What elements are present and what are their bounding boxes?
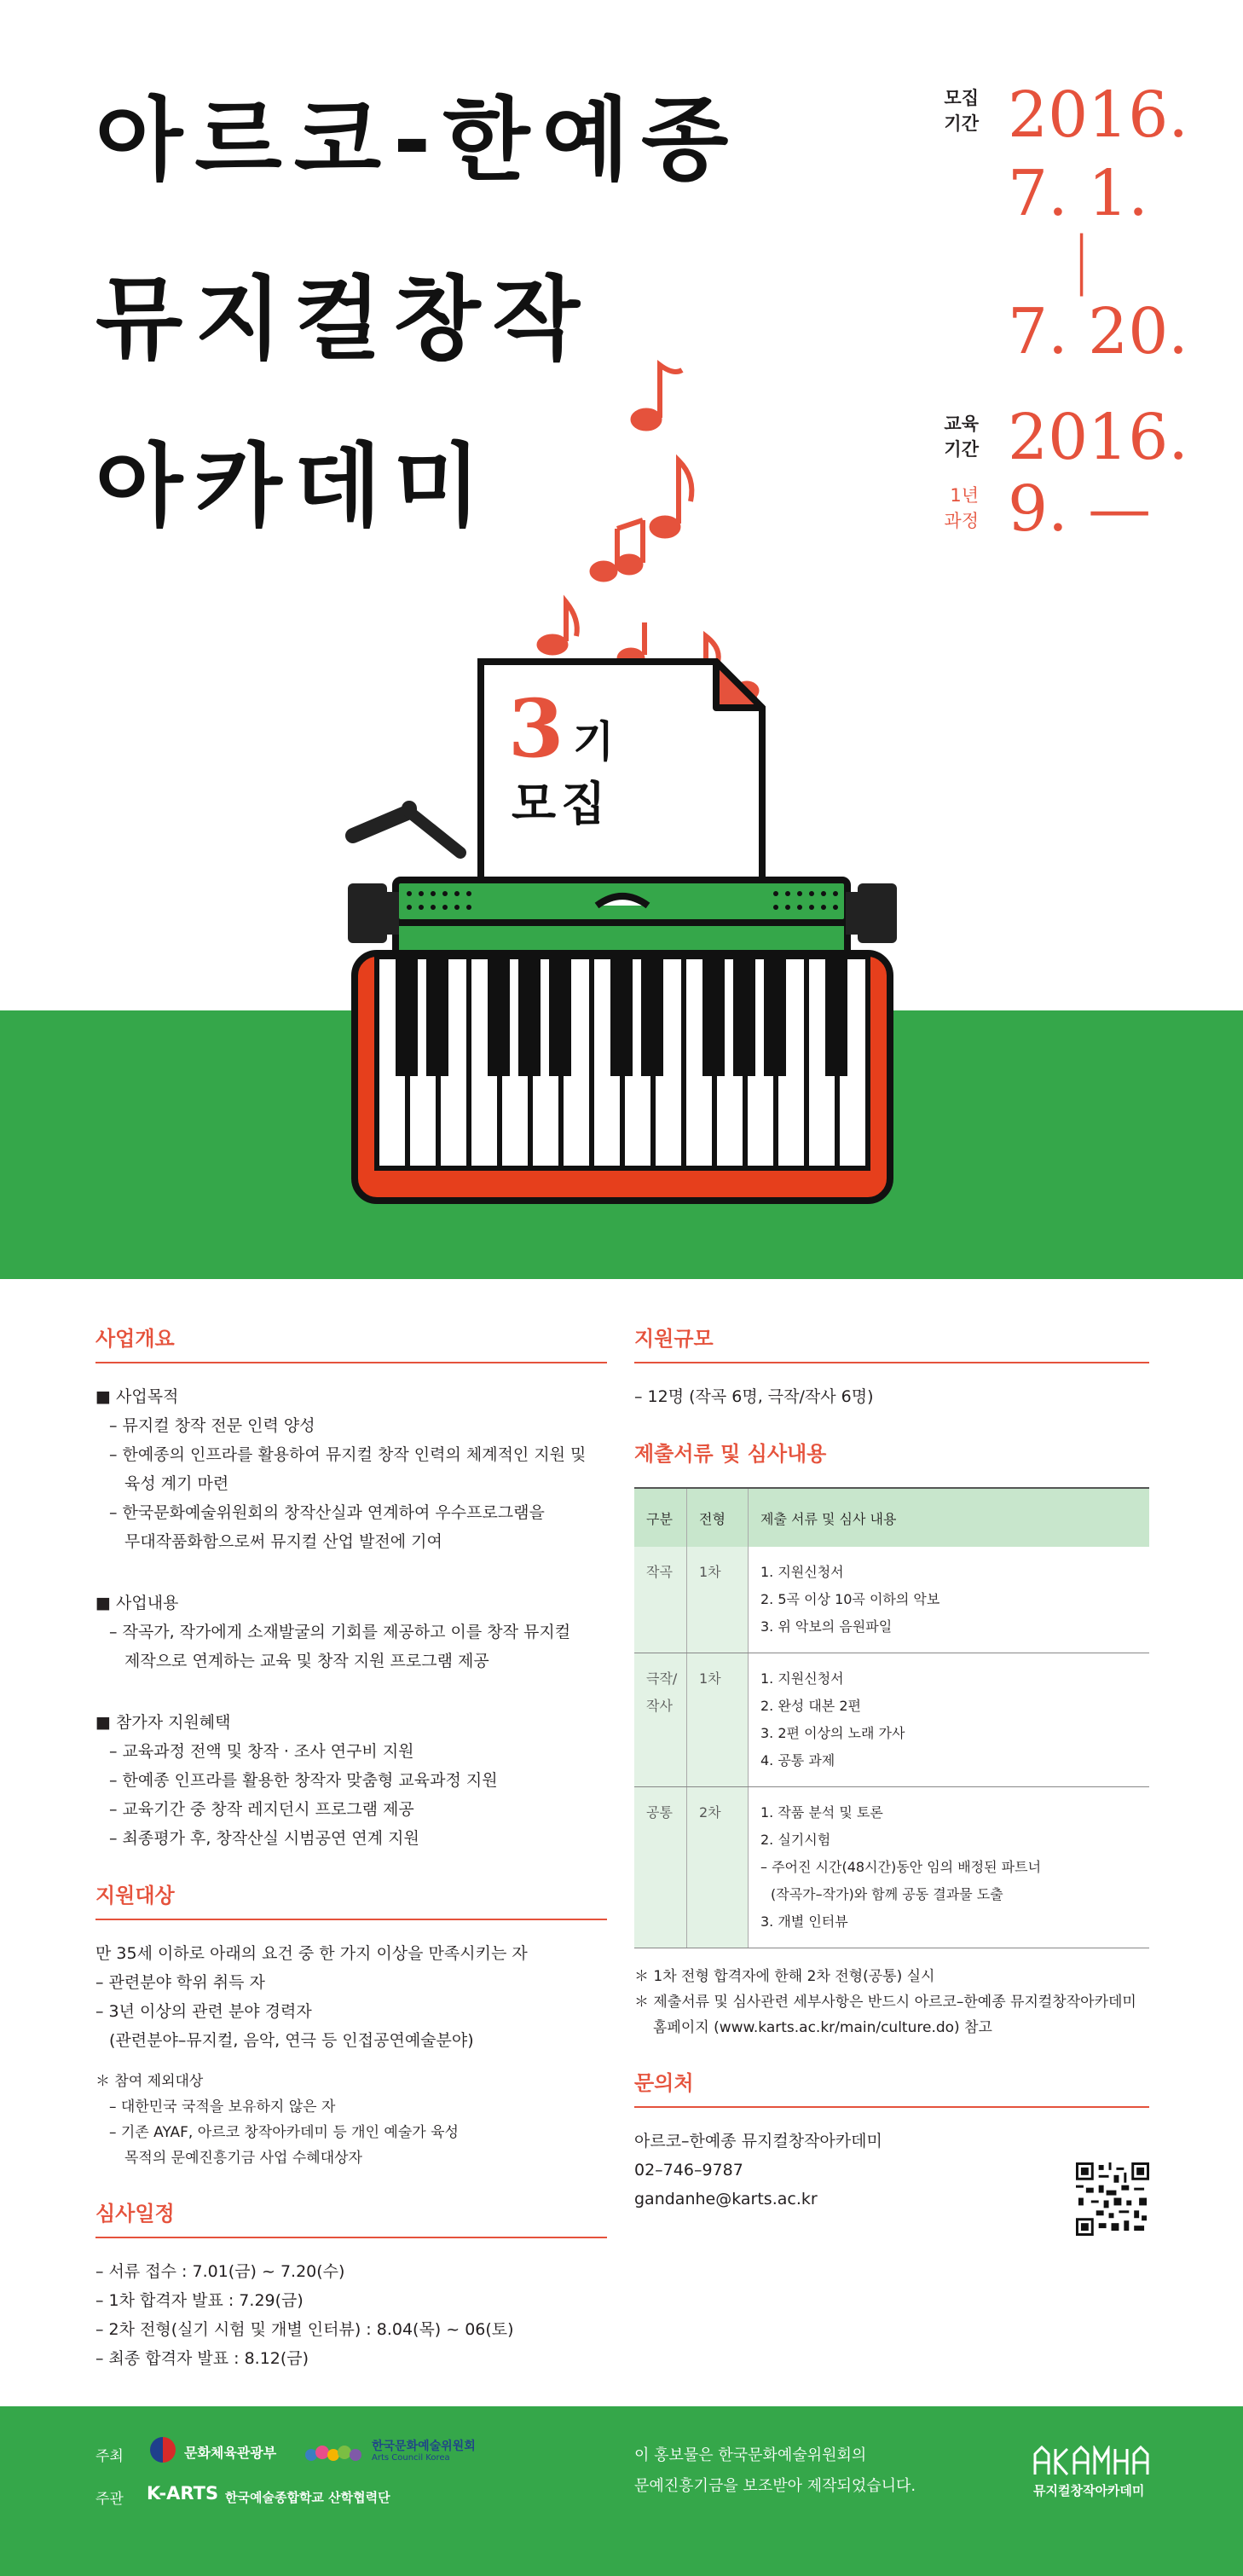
recruit-label-line-1: 모집 xyxy=(944,88,979,108)
paper-suffix: 기 xyxy=(573,717,615,767)
target-line: – 관련분야 학위 취득 자 xyxy=(95,1973,265,1992)
target-line: – 3년 이상의 관련 분야 경력자 xyxy=(95,2002,312,2021)
piano-typewriter-illustration xyxy=(324,341,921,1211)
table-header: 제출 서류 및 심사 내용 xyxy=(749,1488,1150,1547)
recruit-period-label xyxy=(911,85,979,136)
table-cell-items xyxy=(749,1547,1150,1653)
docs-title: 제출서류 및 심사내용 xyxy=(634,1442,827,1466)
contact-phone: 02–746–9787 xyxy=(634,2161,743,2179)
right-column xyxy=(634,1322,1149,2214)
edu-start: 9. — xyxy=(1008,472,1152,546)
benefit-item: – 교육기간 중 창작 레지던시 프로그램 제공 xyxy=(109,1800,414,1819)
purpose-item: 육성 계기 마련 xyxy=(124,1474,229,1493)
edu-year: 2016. xyxy=(1008,401,1188,474)
contact-email[interactable]: gandanhe@karts.ac.kr xyxy=(634,2190,818,2208)
recruit-start: 7. 1. xyxy=(1008,157,1148,230)
schedule-item: – 최종 합격자 발표 : 8.12(금) xyxy=(95,2349,309,2368)
course-label-line-1: 1년 xyxy=(950,485,979,506)
table-header: 전형 xyxy=(687,1488,749,1547)
purpose-item: – 뮤지컬 창작 전문 인력 양성 xyxy=(109,1416,315,1435)
doc-item: 3. 위 악보의 음원파일 xyxy=(760,1618,893,1635)
exclude-item: – 대한민국 국적을 보유하지 않은 자 xyxy=(109,2098,336,2116)
table-header: 구분 xyxy=(634,1488,687,1547)
edu-period-label xyxy=(911,411,979,462)
scale-title: 지원규모 xyxy=(634,1322,1149,1363)
doc-item: 2. 5곡 이상 10곡 이하의 악보 xyxy=(760,1591,940,1607)
doc-item: 2. 실기시험 xyxy=(760,1832,831,1848)
karts-logo: K-ARTS xyxy=(147,2483,219,2504)
schedule-title: 심사일정 xyxy=(95,2197,607,2238)
content-item: 제작으로 연계하는 교육 및 창작 지원 프로그램 제공 xyxy=(124,1652,489,1670)
organizer-label: 주관 xyxy=(95,2491,124,2508)
edu-label-line-2: 기간 xyxy=(944,439,979,460)
content-item: – 작곡가, 작가에게 소재발굴의 기회를 제공하고 이를 창작 뮤지컬 xyxy=(109,1623,571,1641)
recruit-year: 2016. xyxy=(1008,78,1188,152)
recruit-label-line-2: 기간 xyxy=(944,113,979,134)
table-cell-items xyxy=(749,1787,1150,1948)
contact-org: 아르코–한예종 뮤지컬창작아카데미 xyxy=(634,2132,882,2151)
table-cell-category: 공통 xyxy=(634,1787,687,1948)
schedule-item: – 2차 전형(실기 시험 및 개별 인터뷰) : 8.04(목) ~ 06(토) xyxy=(95,2320,514,2339)
hero-section xyxy=(0,0,1243,1279)
doc-item: (작곡가–작가)와 함께 공동 결과물 도출 xyxy=(771,1886,1003,1902)
qr-code-icon[interactable] xyxy=(1076,2162,1149,2236)
docs-note: ＊ 제출서류 및 심사관련 세부사항은 반드시 아르코–한예종 뮤지컬창작아카데미 xyxy=(634,1994,1136,2011)
contact-title: 문의처 xyxy=(634,2066,1149,2108)
course-label-line-2: 과정 xyxy=(944,511,979,531)
table-cell-stage: 1차 xyxy=(687,1547,749,1653)
exclude-item: 목적의 문예진흥기금 사업 수혜대상자 xyxy=(124,2150,362,2167)
academy-logo-text: 뮤지컬창작아카데미 xyxy=(1033,2483,1145,2498)
host-org-2: 한국문화예술위원회 xyxy=(372,2440,476,2453)
schedule-item: – 1차 합격자 발표 : 7.29(금) xyxy=(95,2291,304,2310)
host-org-2-en: Arts Council Korea xyxy=(372,2453,450,2463)
recruit-end: 7. 20. xyxy=(1008,295,1188,368)
target-line: 만 35세 이하로 아래의 요건 중 한 가지 이상을 만족시키는 자 xyxy=(95,1944,528,1963)
table-row xyxy=(634,1547,1149,1653)
exclude-heading: ＊ 참여 제외대상 xyxy=(95,2073,204,2090)
table-row xyxy=(634,1653,1149,1787)
overview-title: 사업개요 xyxy=(95,1322,607,1363)
table-cell-category: 작곡 xyxy=(634,1547,687,1653)
content-section xyxy=(0,1279,1243,2405)
table-cell-category: 극작/ 작사 xyxy=(634,1653,687,1787)
purpose-item: – 한국문화예술위원회의 창작산실과 연계하여 우수프로그램을 xyxy=(109,1503,545,1522)
content-heading: ■ 사업내용 xyxy=(95,1594,179,1612)
doc-item: 4. 공통 과제 xyxy=(760,1752,835,1768)
organizer-name: 한국예술종합학교 산학협력단 xyxy=(225,2490,390,2505)
doc-item: 1. 지원신청서 xyxy=(760,1564,844,1580)
left-column xyxy=(95,1322,607,2373)
docs-note: ＊ 1차 전형 합격자에 한해 2차 전형(공통) 실시 xyxy=(634,1968,935,1985)
table-cell-stage: 1차 xyxy=(687,1653,749,1787)
host-label: 주최 xyxy=(95,2448,124,2465)
benefit-item: – 최종평가 후, 창작산실 시범공연 연계 지원 xyxy=(109,1829,419,1848)
table-row xyxy=(634,1787,1149,1948)
benefit-item: – 한예종 인프라를 활용한 창작자 맞춤형 교육과정 지원 xyxy=(109,1771,498,1790)
funding-notice xyxy=(634,2440,916,2502)
course-label xyxy=(911,483,979,534)
docs-table xyxy=(634,1487,1149,1948)
doc-item: 3. 개별 인터뷰 xyxy=(760,1913,848,1930)
purpose-item: – 한예종의 인프라를 활용하여 뮤지컬 창작 인력의 체계적인 지원 및 xyxy=(109,1445,587,1464)
doc-item: 1. 작품 분석 및 토론 xyxy=(760,1804,883,1821)
footer xyxy=(0,2406,1243,2576)
title-line-1: 아르코-한예종 xyxy=(95,88,741,193)
paper-text: 모집 xyxy=(512,777,611,831)
recruit-separator: | xyxy=(1071,223,1092,297)
academy-logo-icon xyxy=(1033,2446,1149,2476)
ministry-emblem-icon xyxy=(150,2437,176,2463)
benefit-item: – 교육과정 전액 및 창작 · 조사 연구비 지원 xyxy=(109,1742,414,1761)
table-cell-stage: 2차 xyxy=(687,1787,749,1948)
scale-text: – 12명 (작곡 6명, 극작/작사 6명) xyxy=(634,1387,874,1406)
edu-label-line-1: 교육 xyxy=(944,414,979,434)
target-line: (관련분야–뮤지컬, 음악, 연극 등 인접공연예술분야) xyxy=(109,2031,474,2050)
benefit-heading: ■ 참가자 지원혜택 xyxy=(95,1713,231,1732)
title-line-3: 아카데미 xyxy=(95,434,493,539)
arts-council-logo-icon xyxy=(305,2444,363,2461)
doc-item: 1. 지원신청서 xyxy=(760,1670,844,1687)
table-cell-items xyxy=(749,1653,1150,1787)
table-header-row xyxy=(634,1488,1149,1547)
docs-note: 홈페이지 (www.karts.ac.kr/main/culture.do) 참고 xyxy=(653,2019,992,2036)
funding-notice-line: 이 홍보물은 한국문화예술위원회의 xyxy=(634,2446,867,2464)
doc-item: – 주어진 시간(48시간)동안 임의 배정된 파트너 xyxy=(760,1859,1042,1875)
doc-item: 3. 2편 이상의 노래 가사 xyxy=(760,1725,905,1741)
schedule-item: – 서류 접수 : 7.01(금) ~ 7.20(수) xyxy=(95,2262,345,2281)
purpose-item: 무대작품화함으로써 뮤지컬 산업 발전에 기여 xyxy=(124,1532,442,1551)
funding-notice-line: 문예진흥기금을 보조받아 제작되었습니다. xyxy=(634,2477,916,2495)
paper-number: 3 xyxy=(508,682,564,776)
host-org-1: 문화체육관광부 xyxy=(184,2445,277,2461)
exclude-item: – 기존 AYAF, 아르코 창작아카데미 등 개인 예술가 육성 xyxy=(109,2124,459,2141)
purpose-heading: ■ 사업목적 xyxy=(95,1387,179,1406)
target-title: 지원대상 xyxy=(95,1878,607,1920)
doc-item: 2. 완성 대본 2편 xyxy=(760,1698,861,1714)
title-line-2: 뮤지컬창작 xyxy=(95,267,592,372)
